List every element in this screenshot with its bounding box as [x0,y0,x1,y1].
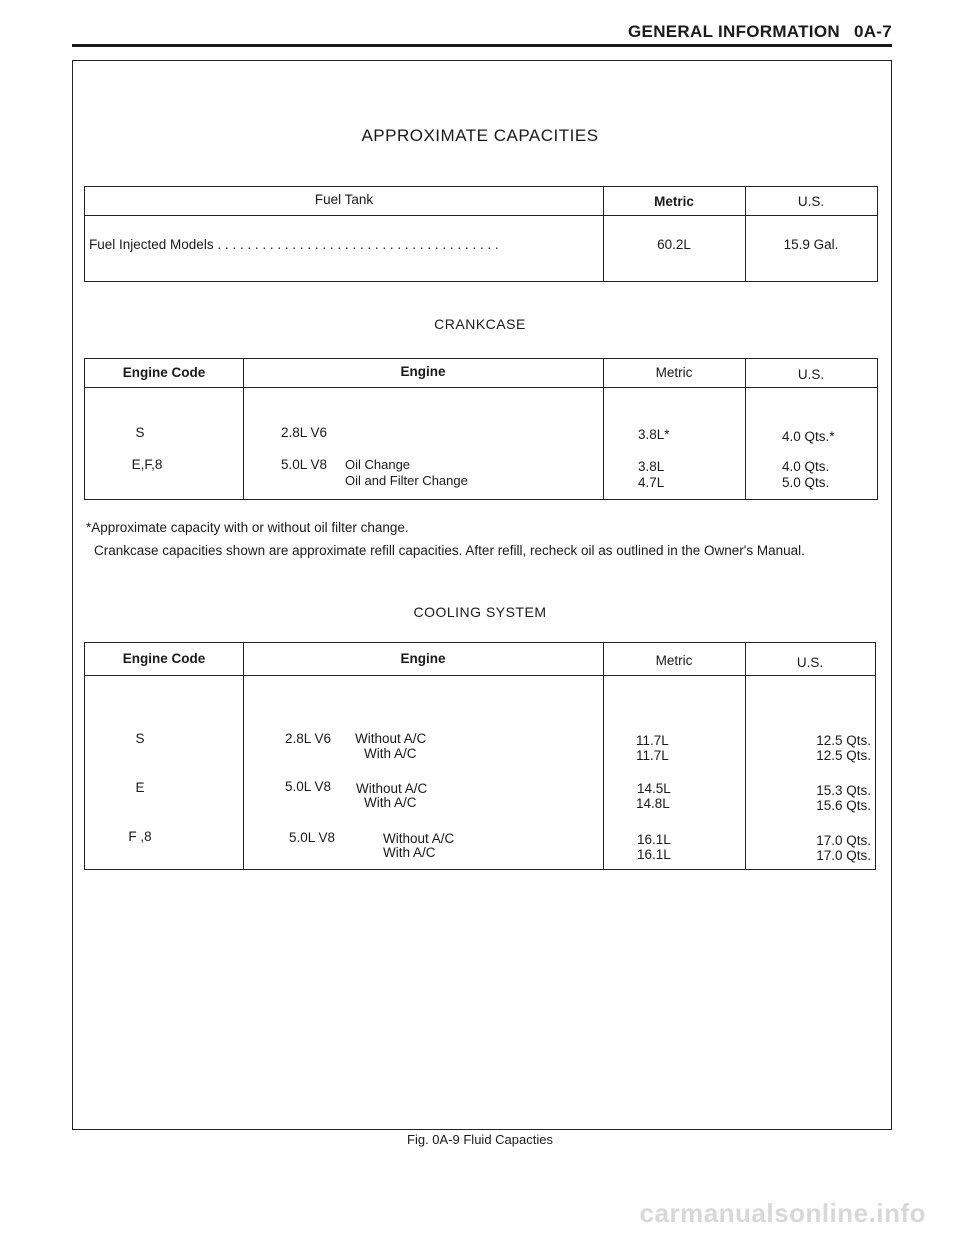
us-header: U.S. [796,655,824,670]
crankcase-note: Crankcase capacities shown are approximate refill capacities. After refill, recheck oil as outlined in the Owner's Manual. [94,543,805,558]
us-header: U.S. [797,367,825,382]
cooling-variant: With A/C [383,845,436,860]
cooling-us: 15.3 Qts. [816,783,871,798]
header-section: GENERAL INFORMATION [628,22,840,41]
cooling-code: E [135,780,145,795]
cooling-code: F ,8 [128,829,152,844]
cooling-metric: 16.1L [637,847,671,862]
header-rule [72,44,892,47]
engine-code-header: Engine Code [122,651,206,666]
crankcase-table [84,358,878,500]
cooling-us: 12.5 Qts. [816,748,871,763]
page-header [628,22,892,42]
cooling-us: 17.0 Qts. [816,833,871,848]
fuel-tank-header: Fuel Tank [314,192,374,207]
cooling-variant: With A/C [364,746,417,761]
crankcase-metric: 4.7L [638,475,665,490]
cooling-code: S [135,731,145,746]
us-header: U.S. [797,194,825,209]
crankcase-metric: 3.8L [638,459,665,474]
cooling-variant: Without A/C [356,781,428,796]
metric-header: Metric [655,653,693,668]
cooling-engine: 2.8L V6 [285,731,332,746]
fuel-row-us: 15.9 Gal. [783,237,839,252]
watermark: carmanualsonline.info [639,1198,926,1228]
cooling-us: 12.5 Qts. [816,733,871,748]
cooling-metric: 16.1L [637,832,671,847]
metric-header: Metric [655,365,693,380]
engine-header: Engine [400,364,446,379]
engine-code-header: Engine Code [122,365,206,380]
crankcase-code: E,F,8 [131,457,163,472]
crankcase-footnote: *Approximate capacity with or without oil filter change. [86,520,409,535]
cooling-metric: 11.7L [636,748,669,763]
crankcase-variant: Oil and Filter Change [345,473,468,488]
header-page-number: 0A-7 [853,22,892,41]
cooling-engine: 5.0L V8 [285,779,332,794]
crankcase-us: 5.0 Qts. [782,475,830,490]
fuel-tank-table [84,186,878,282]
crankcase-variant: Oil Change [345,457,411,472]
crankcase-us: 4.0 Qts. [782,459,830,474]
cooling-engine: 5.0L V8 [289,830,336,845]
engine-header: Engine [400,651,446,666]
crankcase-engine: 5.0L V8 [281,457,328,472]
cooling-us: 15.6 Qts. [816,798,871,813]
page-title: APPROXIMATE CAPACITIES [361,126,599,145]
cooling-variant: With A/C [364,795,417,810]
fuel-row-metric: 60.2L [657,237,691,252]
cooling-metric: 14.5L [637,781,671,796]
fuel-row-label: Fuel Injected Models . . . . . . . . . . . . . . . . . . . . . . . . . . . . . . . . . . . . . . [89,237,499,252]
metric-header: Metric [654,194,694,209]
crankcase-code: S [135,425,145,440]
cooling-table [84,642,876,870]
cooling-metric: 14.8L [636,796,670,811]
crankcase-us: 4.0 Qts.* [782,429,835,444]
crankcase-metric: 3.8L* [638,427,670,442]
cooling-variant: Without A/C [383,831,455,846]
crankcase-engine: 2.8L V6 [281,425,328,440]
cooling-metric: 11.7L [636,733,669,748]
crankcase-title: CRANKCASE [434,316,526,332]
cooling-us: 17.0 Qts. [816,848,871,863]
cooling-title: COOLING SYSTEM [413,604,547,620]
cooling-variant: Without A/C [355,731,427,746]
figure-caption: Fig. 0A-9 Fluid Capacties [407,1132,553,1147]
